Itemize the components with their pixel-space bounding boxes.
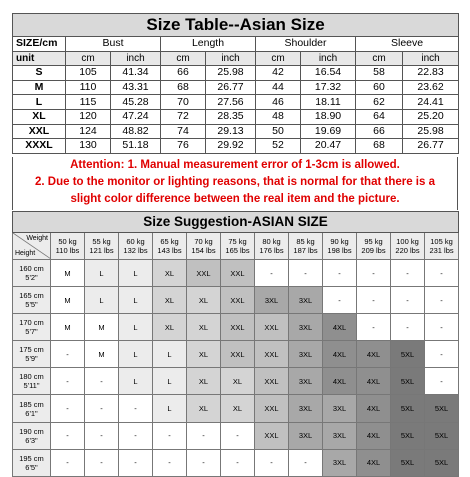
size-suggestion-cell: -	[85, 368, 119, 395]
height-cm: 170 cm	[19, 318, 44, 328]
size-suggestion-cell: M	[51, 287, 85, 314]
weight-header-cell	[323, 233, 357, 260]
size-suggestion-cell: -	[221, 449, 255, 476]
size-cell-length-in: 26.77	[206, 80, 256, 95]
size-cell-sleeve-cm: 60	[356, 80, 403, 95]
weight-header-cell	[119, 233, 153, 260]
size-suggestion-cell: -	[357, 260, 391, 287]
size-suggestion-cell: -	[391, 260, 425, 287]
size-cell-sleeve-in: 22.83	[403, 66, 459, 81]
size-label: L	[13, 95, 66, 110]
size-suggestion-cell: -	[255, 449, 289, 476]
size-suggestion-cell: 3XL	[323, 422, 357, 449]
size-cell-bust-in: 51.18	[111, 139, 161, 154]
height-ft: 5'11"	[23, 381, 40, 391]
height-row	[13, 449, 459, 476]
size-cell-length-cm: 72	[161, 109, 206, 124]
unit-inch: inch	[111, 51, 161, 66]
size-cell-sleeve-in: 26.77	[403, 139, 459, 154]
size-label: S	[13, 66, 66, 81]
weight-header-cell	[51, 233, 85, 260]
height-row	[13, 422, 459, 449]
size-suggestion-cell: 5XL	[425, 449, 459, 476]
weight-lbs: 154 lbs	[191, 246, 216, 255]
size-cell-shoulder-cm: 48	[256, 109, 301, 124]
weight-kg: 75 kg	[228, 237, 247, 246]
size-suggestion-cell: M	[51, 314, 85, 341]
size-cell-length-cm: 74	[161, 124, 206, 139]
weight-lbs: 165 lbs	[225, 246, 250, 255]
weight-header-cell	[357, 233, 391, 260]
bust-header: Bust	[66, 37, 161, 52]
size-table-body	[13, 66, 459, 154]
height-label	[13, 287, 51, 314]
shoulder-header: Shoulder	[256, 37, 356, 52]
size-table	[12, 13, 459, 154]
height-ft: 5'2"	[25, 273, 38, 283]
weight-kg: 50 kg	[58, 237, 77, 246]
weight-lbs: 110 lbs	[55, 246, 80, 255]
height-label	[13, 395, 51, 422]
size-suggestion-cell: XL	[187, 314, 221, 341]
unit-cm: cm	[161, 51, 206, 66]
weight-lbs: 220 lbs	[395, 246, 420, 255]
corner-weight-label: Weight	[26, 235, 48, 242]
size-row	[13, 124, 459, 139]
height-ft: 6'3"	[25, 435, 38, 445]
size-cell-length-cm: 68	[161, 80, 206, 95]
size-cell-length-in: 28.35	[206, 109, 256, 124]
size-cell-bust-in: 48.82	[111, 124, 161, 139]
height-row	[13, 260, 459, 287]
weight-kg: 105 kg	[430, 237, 453, 246]
weight-header-cell	[153, 233, 187, 260]
weight-kg: 95 kg	[364, 237, 383, 246]
height-row	[13, 287, 459, 314]
weight-kg: 85 kg	[296, 237, 315, 246]
weight-header-cell	[221, 233, 255, 260]
size-suggestion-cell: 4XL	[357, 449, 391, 476]
height-row	[13, 368, 459, 395]
size-suggestion-cell: -	[51, 422, 85, 449]
length-header: Length	[161, 37, 256, 52]
size-label: M	[13, 80, 66, 95]
size-suggestion-cell: XXL	[221, 341, 255, 368]
size-suggestion-cell: -	[255, 260, 289, 287]
size-suggestion-cell: L	[119, 260, 153, 287]
size-suggestion-cell: 3XL	[323, 449, 357, 476]
size-cell-shoulder-cm: 50	[256, 124, 301, 139]
height-label	[13, 314, 51, 341]
size-cell-length-in: 29.92	[206, 139, 256, 154]
size-cell-bust-cm: 115	[66, 95, 111, 110]
weight-header-cell	[425, 233, 459, 260]
size-cell-sleeve-cm: 62	[356, 95, 403, 110]
size-suggestion-cell: XXL	[221, 260, 255, 287]
height-row	[13, 341, 459, 368]
size-header-label: SIZE/cm	[13, 37, 66, 52]
weight-kg: 70 kg	[194, 237, 213, 246]
suggestion-title: Size Suggestion-ASIAN SIZE	[13, 212, 459, 233]
size-cell-sleeve-in: 25.20	[403, 109, 459, 124]
size-suggestion-cell: L	[119, 341, 153, 368]
unit-cm: cm	[66, 51, 111, 66]
height-cm: 160 cm	[19, 264, 44, 274]
size-suggestion-cell: 3XL	[289, 287, 323, 314]
size-suggestion-cell: 5XL	[391, 449, 425, 476]
unit-inch: inch	[301, 51, 356, 66]
corner-height-label: Height	[15, 250, 36, 257]
attention-line-1: Attention: 1. Manual measurement error of 1-3cm is allowed.	[70, 159, 400, 171]
size-suggestion-cell: 5XL	[391, 368, 425, 395]
height-label	[13, 422, 51, 449]
size-cell-shoulder-cm: 52	[256, 139, 301, 154]
size-suggestion-cell: 3XL	[289, 314, 323, 341]
weight-lbs: 143 lbs	[157, 246, 182, 255]
size-suggestion-cell: XL	[187, 341, 221, 368]
size-suggestion-cell: XL	[187, 287, 221, 314]
size-row	[13, 80, 459, 95]
size-cell-shoulder-in: 17.32	[301, 80, 356, 95]
size-cell-bust-cm: 124	[66, 124, 111, 139]
sleeve-header: Sleeve	[356, 37, 459, 52]
weight-kg: 80 kg	[262, 237, 281, 246]
size-suggestion-cell: -	[85, 449, 119, 476]
size-suggestion-cell: 3XL	[323, 395, 357, 422]
attention-line-2: 2. Due to the monitor or lighting reasons, that is normal for that there is a	[35, 176, 435, 188]
size-suggestion-cell: XL	[153, 287, 187, 314]
size-suggestion-cell: -	[289, 260, 323, 287]
weight-header-cell	[391, 233, 425, 260]
size-row	[13, 109, 459, 124]
size-cell-length-in: 29.13	[206, 124, 256, 139]
size-suggestion-cell: M	[85, 314, 119, 341]
size-suggestion-cell: 4XL	[323, 314, 357, 341]
size-cell-sleeve-cm: 66	[356, 124, 403, 139]
size-suggestion-cell: XXL	[221, 287, 255, 314]
size-suggestion-cell: L	[119, 287, 153, 314]
unit-cm: cm	[356, 51, 403, 66]
size-cell-sleeve-cm: 68	[356, 139, 403, 154]
size-cell-sleeve-cm: 64	[356, 109, 403, 124]
size-cell-bust-in: 45.28	[111, 95, 161, 110]
height-cm: 180 cm	[19, 372, 44, 382]
size-suggestion-cell: L	[85, 287, 119, 314]
size-suggestion-cell: -	[425, 287, 459, 314]
size-suggestion-cell: 4XL	[357, 341, 391, 368]
size-cell-shoulder-cm: 44	[256, 80, 301, 95]
size-cell-length-cm: 76	[161, 139, 206, 154]
height-cm: 175 cm	[19, 345, 44, 355]
size-cell-bust-in: 47.24	[111, 109, 161, 124]
weight-header-cell	[289, 233, 323, 260]
corner-cell	[13, 233, 51, 260]
size-cell-sleeve-in: 25.98	[403, 124, 459, 139]
size-suggestion-cell: -	[119, 449, 153, 476]
height-cm: 195 cm	[19, 453, 44, 463]
size-row	[13, 66, 459, 81]
size-suggestion-cell: -	[85, 422, 119, 449]
size-cell-shoulder-in: 20.47	[301, 139, 356, 154]
size-table-unit-row	[13, 51, 459, 66]
weight-lbs: 132 lbs	[123, 246, 148, 255]
size-suggestion-cell: -	[425, 314, 459, 341]
size-suggestion-cell: XL	[153, 314, 187, 341]
weight-kg: 55 kg	[92, 237, 111, 246]
size-suggestion-cell: 3XL	[289, 341, 323, 368]
size-suggestion-cell: XL	[187, 395, 221, 422]
height-cm: 190 cm	[19, 426, 44, 436]
unit-label: unit	[13, 51, 66, 66]
unit-cm: cm	[256, 51, 301, 66]
weight-header-cell	[85, 233, 119, 260]
height-cm: 185 cm	[19, 399, 44, 409]
size-cell-shoulder-in: 18.11	[301, 95, 356, 110]
size-table-header-row	[13, 37, 459, 52]
size-cell-shoulder-cm: 46	[256, 95, 301, 110]
height-ft: 6'1"	[25, 408, 38, 418]
weight-header-cell	[255, 233, 289, 260]
size-suggestion-cell: -	[51, 368, 85, 395]
weight-lbs: 209 lbs	[361, 246, 386, 255]
size-suggestion-cell: 3XL	[255, 287, 289, 314]
size-suggestion-cell: XL	[187, 368, 221, 395]
size-cell-bust-cm: 130	[66, 139, 111, 154]
size-cell-sleeve-in: 23.62	[403, 80, 459, 95]
size-suggestion-cell: 5XL	[391, 341, 425, 368]
size-suggestion-cell: -	[391, 314, 425, 341]
height-label	[13, 341, 51, 368]
size-suggestion-cell: -	[425, 368, 459, 395]
size-cell-bust-cm: 120	[66, 109, 111, 124]
size-suggestion-cell: 3XL	[289, 395, 323, 422]
size-suggestion-cell: L	[153, 341, 187, 368]
weight-lbs: 121 lbs	[89, 246, 114, 255]
size-suggestion-cell: L	[153, 368, 187, 395]
size-suggestion-cell: 4XL	[357, 368, 391, 395]
size-suggestion-cell: -	[425, 341, 459, 368]
size-row	[13, 95, 459, 110]
size-suggestion-cell: 4XL	[323, 368, 357, 395]
size-suggestion-cell: -	[187, 422, 221, 449]
size-suggestion-cell: 4XL	[357, 422, 391, 449]
size-suggestion-cell: 5XL	[391, 395, 425, 422]
size-suggestion-cell: -	[323, 260, 357, 287]
weight-lbs: 231 lbs	[429, 246, 454, 255]
size-suggestion-cell: -	[357, 287, 391, 314]
size-suggestion-cell: -	[51, 395, 85, 422]
height-ft: 5'7"	[25, 327, 38, 337]
size-label: XL	[13, 109, 66, 124]
suggestion-table-body	[13, 260, 459, 477]
size-suggestion-cell: XL	[221, 395, 255, 422]
size-cell-bust-cm: 105	[66, 66, 111, 81]
height-cm: 165 cm	[19, 291, 44, 301]
size-cell-shoulder-in: 19.69	[301, 124, 356, 139]
weight-kg: 100 kg	[396, 237, 419, 246]
weight-kg: 90 kg	[330, 237, 349, 246]
size-suggestion-cell: -	[119, 422, 153, 449]
height-row	[13, 314, 459, 341]
size-cell-bust-cm: 110	[66, 80, 111, 95]
weight-lbs: 198 lbs	[327, 246, 352, 255]
size-cell-length-in: 27.56	[206, 95, 256, 110]
size-cell-bust-in: 43.31	[111, 80, 161, 95]
size-suggestion-cell: -	[85, 395, 119, 422]
size-suggestion-cell: -	[51, 449, 85, 476]
size-suggestion-cell: XXL	[255, 395, 289, 422]
size-suggestion-cell: L	[85, 260, 119, 287]
height-ft: 5'5"	[25, 300, 38, 310]
size-suggestion-cell: -	[323, 287, 357, 314]
size-cell-length-in: 25.98	[206, 66, 256, 81]
size-suggestion-cell: L	[119, 368, 153, 395]
height-label	[13, 368, 51, 395]
unit-inch: inch	[403, 51, 459, 66]
attention-line-3: slight color difference between the real item and the picture.	[70, 193, 400, 205]
attention-notice	[12, 157, 458, 210]
size-cell-shoulder-cm: 42	[256, 66, 301, 81]
height-ft: 6'5"	[25, 462, 38, 472]
size-suggestion-cell: -	[153, 422, 187, 449]
size-suggestion-cell: XL	[221, 368, 255, 395]
size-row	[13, 139, 459, 154]
size-suggestion-cell: -	[221, 422, 255, 449]
size-cell-sleeve-in: 24.41	[403, 95, 459, 110]
size-suggestion-cell: -	[289, 449, 323, 476]
size-suggestion-cell: 3XL	[289, 422, 323, 449]
size-suggestion-table	[12, 211, 459, 477]
size-suggestion-cell: 5XL	[391, 422, 425, 449]
size-suggestion-cell: XXL	[255, 422, 289, 449]
size-suggestion-cell: 3XL	[289, 368, 323, 395]
size-suggestion-cell: -	[357, 314, 391, 341]
size-suggestion-cell: XXL	[255, 341, 289, 368]
size-suggestion-cell: 4XL	[323, 341, 357, 368]
size-suggestion-cell: 5XL	[425, 395, 459, 422]
size-suggestion-cell: -	[391, 287, 425, 314]
weight-header-row	[13, 233, 459, 260]
size-suggestion-cell: M	[85, 341, 119, 368]
size-suggestion-cell: -	[119, 395, 153, 422]
size-suggestion-cell: XL	[153, 260, 187, 287]
weight-kg: 65 kg	[160, 237, 179, 246]
size-suggestion-cell: -	[51, 341, 85, 368]
size-label: XXXL	[13, 139, 66, 154]
height-label	[13, 260, 51, 287]
unit-inch: inch	[206, 51, 256, 66]
size-suggestion-cell: -	[187, 449, 221, 476]
size-label: XXL	[13, 124, 66, 139]
height-row	[13, 395, 459, 422]
size-suggestion-cell: 5XL	[425, 422, 459, 449]
size-cell-sleeve-cm: 58	[356, 66, 403, 81]
size-suggestion-cell: 4XL	[357, 395, 391, 422]
size-table-title: Size Table--Asian Size	[13, 14, 459, 37]
weight-header-cell	[187, 233, 221, 260]
size-suggestion-cell: XXL	[187, 260, 221, 287]
size-suggestion-cell: L	[153, 395, 187, 422]
size-suggestion-cell: -	[153, 449, 187, 476]
size-suggestion-cell: XXL	[255, 368, 289, 395]
size-cell-length-cm: 66	[161, 66, 206, 81]
size-cell-bust-in: 41.34	[111, 66, 161, 81]
size-cell-shoulder-in: 16.54	[301, 66, 356, 81]
size-suggestion-cell: XXL	[255, 314, 289, 341]
size-suggestion-cell: L	[119, 314, 153, 341]
size-suggestion-cell: M	[51, 260, 85, 287]
height-label	[13, 449, 51, 476]
weight-kg: 60 kg	[126, 237, 145, 246]
size-cell-length-cm: 70	[161, 95, 206, 110]
size-cell-shoulder-in: 18.90	[301, 109, 356, 124]
size-suggestion-cell: XXL	[221, 314, 255, 341]
weight-lbs: 187 lbs	[293, 246, 318, 255]
height-ft: 5'9"	[25, 354, 38, 364]
weight-lbs: 176 lbs	[259, 246, 284, 255]
size-suggestion-cell: -	[425, 260, 459, 287]
